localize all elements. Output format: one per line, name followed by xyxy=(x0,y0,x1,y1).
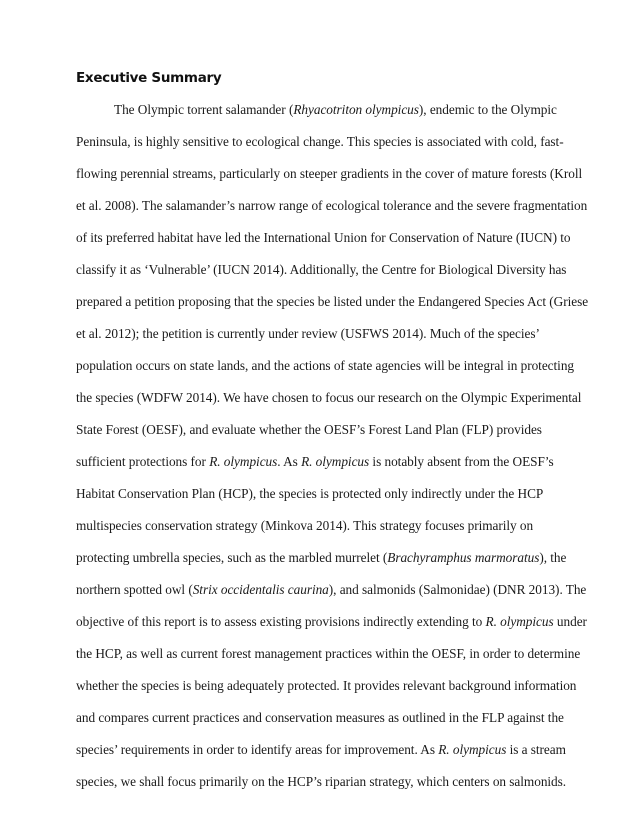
text-run: flowing perennial streams, particularly on steeper gradients in the cover of mature forests (Kroll xyxy=(76,166,583,181)
text-run: of its preferred habitat have led the International Union for Conservation of Nature (IUCN) to xyxy=(76,230,571,245)
paragraph-line xyxy=(76,198,588,214)
text-run: the HCP, as well as current forest management practices within the OESF, in order to determine xyxy=(76,646,581,661)
species-name: R. olympicus xyxy=(209,454,278,469)
species-name: R. olympicus xyxy=(485,614,554,629)
text-run: et al. 2008). The salamander’s narrow range of ecological tolerance and the severe fragmentation xyxy=(76,198,588,213)
text-run: ), endemic to the Olympic xyxy=(418,102,557,117)
species-name: Strix occidentalis caurina xyxy=(192,582,329,597)
text-run: northern spotted owl ( xyxy=(76,582,193,597)
text-run: objective of this report is to assess existing provisions indirectly extending to xyxy=(76,614,486,629)
species-name: R. olympicus xyxy=(438,742,507,757)
text-run: species, we shall focus primarily on the HCP’s riparian strategy, which centers on salmonids. xyxy=(76,774,567,789)
paragraph-line xyxy=(76,550,567,566)
paragraph-line xyxy=(76,166,583,182)
paragraph-line xyxy=(114,102,562,118)
paragraph-line xyxy=(76,582,587,598)
paragraph-line xyxy=(76,294,589,310)
text-run: species’ requirements in order to identify areas for improvement. As xyxy=(76,742,439,757)
paragraph-line xyxy=(76,742,566,758)
paragraph-line xyxy=(76,614,587,630)
text-run: protecting umbrella species, such as the marbled murrelet ( xyxy=(76,550,388,565)
text-run: et al. 2012); the petition is currently under review (USFWS 2014). Much of the species’ xyxy=(76,326,540,341)
text-run: classify it as ‘Vulnerable’ (IUCN 2014). Additionally, the Centre for Biological Diversity has xyxy=(76,262,567,277)
paragraph-line xyxy=(76,230,571,246)
text-run: ), the xyxy=(539,550,567,565)
text-run: State Forest (OESF), and evaluate whether the OESF’s Forest Land Plan (FLP) provides xyxy=(76,422,542,437)
species-name: Brachyramphus marmoratus xyxy=(387,550,540,565)
paragraph-line xyxy=(76,646,581,662)
text-run: is notably absent from the OESF’s xyxy=(369,454,554,469)
text-run: . As xyxy=(277,454,302,469)
paragraph-line xyxy=(76,678,577,694)
text-run: The Olympic torrent salamander ( xyxy=(114,102,294,117)
text-run: the species (WDFW 2014). We have chosen to focus our research on the Olympic Experimental xyxy=(76,390,582,405)
text-run: sufficient protections for xyxy=(76,454,210,469)
text-run: is a stream xyxy=(506,742,566,757)
text-run: population occurs on state lands, and the actions of state agencies will be integral in protecting xyxy=(76,358,575,373)
paragraph-line xyxy=(76,774,567,790)
text-run: and compares current practices and conservation measures as outlined in the FLP against the xyxy=(76,710,564,725)
paragraph-line xyxy=(76,518,562,534)
paragraph-line xyxy=(76,710,562,726)
text-run: multispecies conservation strategy (Minkova 2014). This strategy focuses primarily on xyxy=(76,518,534,533)
species-name: R. olympicus xyxy=(301,454,370,469)
paragraph-line xyxy=(76,134,562,150)
text-run: prepared a petition proposing that the species be listed under the Endangered Species Act (Griese xyxy=(76,294,589,309)
text-run: Peninsula, is highly sensitive to ecological change. This species is associated with cold, fast- xyxy=(76,134,564,149)
text-run: under xyxy=(553,614,587,629)
text-run: Habitat Conservation Plan (HCP), the species is protected only indirectly under the HCP xyxy=(76,486,544,501)
paragraph-line xyxy=(76,454,562,470)
text-run: whether the species is being adequately protected. It provides relevant background information xyxy=(76,678,577,693)
species-name: Rhyacotriton olympicus xyxy=(293,102,419,117)
paragraph-line xyxy=(76,262,567,278)
section-heading: Executive Summary xyxy=(76,70,222,86)
paragraph-line xyxy=(76,390,582,406)
paragraph-line xyxy=(76,358,575,374)
text-run: ), and salmonids (Salmonidae) (DNR 2013). The xyxy=(328,582,587,597)
paragraph-line xyxy=(76,326,562,342)
paragraph-line xyxy=(76,422,562,438)
paragraph-line xyxy=(76,486,562,502)
